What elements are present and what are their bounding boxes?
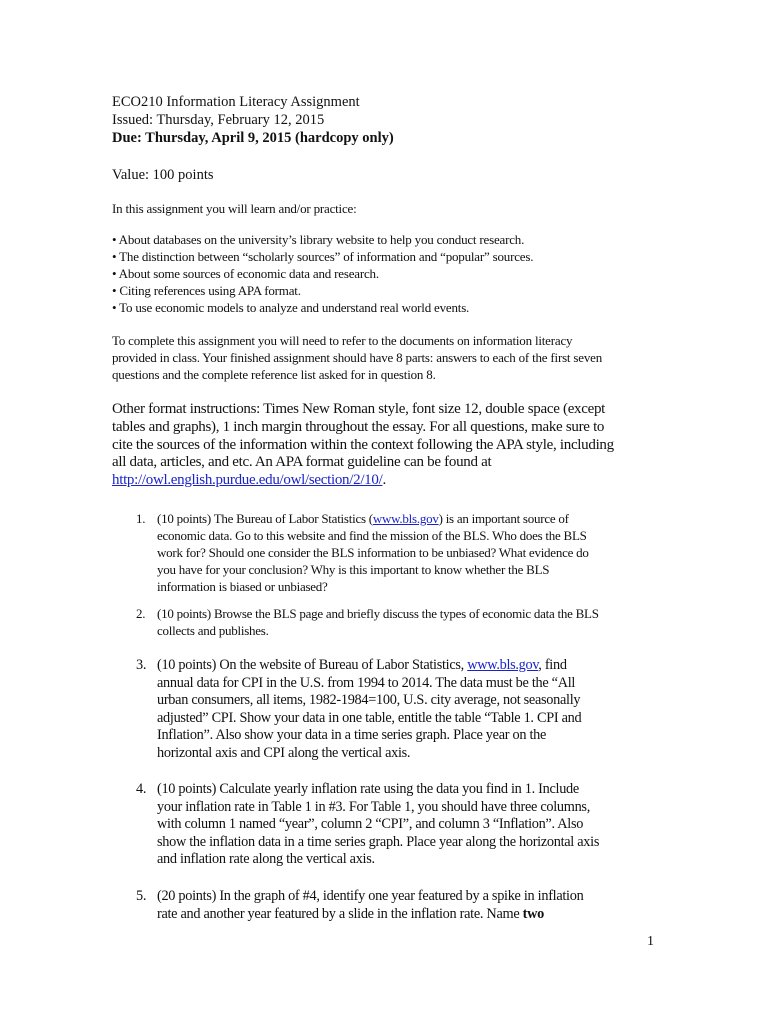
question-line: (10 points) On the website of Bureau of Labor Statistics, www.bls.gov, find <box>157 657 567 673</box>
bls-link[interactable]: www.bls.gov <box>467 657 539 673</box>
page-number: 1 <box>647 934 654 949</box>
paragraph-line: To complete this assignment you will need to refer to the documents on information literacy <box>112 333 573 348</box>
question-line: you have for your conclusion? Why is this important to know whether the BLS <box>157 562 550 577</box>
due-date: Due: Thursday, April 9, 2015 (hardcopy only) <box>112 130 394 146</box>
question-line: (10 points) The Bureau of Labor Statistics (www.bls.gov) is an important source of <box>157 511 569 526</box>
question-line: (10 points) Browse the BLS page and briefly discuss the types of economic data the BLS <box>157 606 599 621</box>
bullet-list <box>112 231 533 316</box>
value-line <box>112 166 214 184</box>
question-line: adjusted” CPI. Show your data in one table, entitle the table “Table 1. CPI and <box>157 709 582 726</box>
question-line: economic data. Go to this website and find the mission of the BLS. Who does the BLS <box>157 528 587 543</box>
paragraph-line: questions and the complete reference list asked for in question 8. <box>112 367 436 382</box>
list-item: • Citing references using APA format. <box>112 283 301 298</box>
intro-paragraph <box>112 200 357 217</box>
course-title: ECO210 Information Literacy Assignment <box>112 94 360 110</box>
question-line: (10 points) Calculate yearly inflation rate using the data you find in 1. Include <box>157 781 579 797</box>
paragraph-line: tables and graphs), 1 inch margin throughout the essay. For all questions, make sure to <box>112 418 605 435</box>
complete-paragraph <box>112 332 602 383</box>
question-line: and inflation rate along the vertical axis. <box>157 851 375 867</box>
question-body <box>157 657 581 762</box>
question-body <box>157 510 589 595</box>
question-number: 4. <box>136 781 147 797</box>
assignment-header <box>112 93 394 147</box>
apa-guide-link[interactable]: http://owl.english.purdue.edu/owl/section/2/10/ <box>112 472 383 489</box>
question-number: 3. <box>136 657 147 673</box>
question-body <box>157 781 599 869</box>
question-line: Inflation”. Also show your data in a time series graph. Place year on the <box>157 727 547 743</box>
paragraph-line: cite the sources of the information within the context following the APA style, including <box>112 436 614 453</box>
question-line: rate and another year featured by a slide in the inflation rate. Name two <box>157 905 544 922</box>
question-body <box>157 888 583 923</box>
question-line: show the inflation data in a time series graph. Place year along the horizontal axis <box>157 833 600 850</box>
question-line: with column 1 named “year”, column 2 “CPI”, and column 3 “Inflation”. Also <box>157 816 584 832</box>
list-item: • About some sources of economic data and research. <box>112 266 379 281</box>
question-number: 2. <box>136 606 146 621</box>
paragraph-line: http://owl.english.purdue.edu/owl/section/2/10/. <box>112 472 386 489</box>
question-line: urban consumers, all items, 1982-1984=100, U.S. city average, not seasonally <box>157 692 581 708</box>
question-line: collects and publishes. <box>157 623 269 638</box>
paragraph-line: all data, articles, and etc. An APA format guideline can be found at <box>112 454 492 471</box>
list-item: • The distinction between “scholarly sources” of information and “popular” sources. <box>112 249 534 264</box>
question-line: information is biased or unbiased? <box>157 579 328 594</box>
bls-link[interactable]: www.bls.gov <box>372 511 439 526</box>
question-line: work for? Should one consider the BLS information to be unbiased? What evidence do <box>157 545 589 560</box>
intro-text: In this assignment you will learn and/or practice: <box>112 201 357 216</box>
question-number: 5. <box>136 888 147 904</box>
question-line: horizontal axis and CPI along the vertical axis. <box>157 744 411 761</box>
paragraph-line: Other format instructions: Times New Roman style, font size 12, double space (except <box>112 401 606 417</box>
question-line: your inflation rate in Table 1 in #3. For Table 1, you should have three columns, <box>157 798 590 815</box>
question-number: 1. <box>136 511 146 526</box>
paragraph-line: provided in class. Your finished assignment should have 8 parts: answers to each of the first seven <box>112 350 602 365</box>
list-item: • About databases on the university’s library website to help you conduct research. <box>112 232 525 247</box>
question-body <box>157 605 599 639</box>
value-text: Value: 100 points <box>112 167 214 183</box>
list-item: • To use economic models to analyze and understand real world events. <box>112 300 470 315</box>
issued-date: Issued: Thursday, February 12, 2015 <box>112 112 325 128</box>
question-line: annual data for CPI in the U.S. from 1994 to 2014. The data must be the “All <box>157 674 576 691</box>
question-line: (20 points) In the graph of #4, identify one year featured by a spike in inflation <box>157 888 584 904</box>
format-paragraph <box>112 401 614 490</box>
